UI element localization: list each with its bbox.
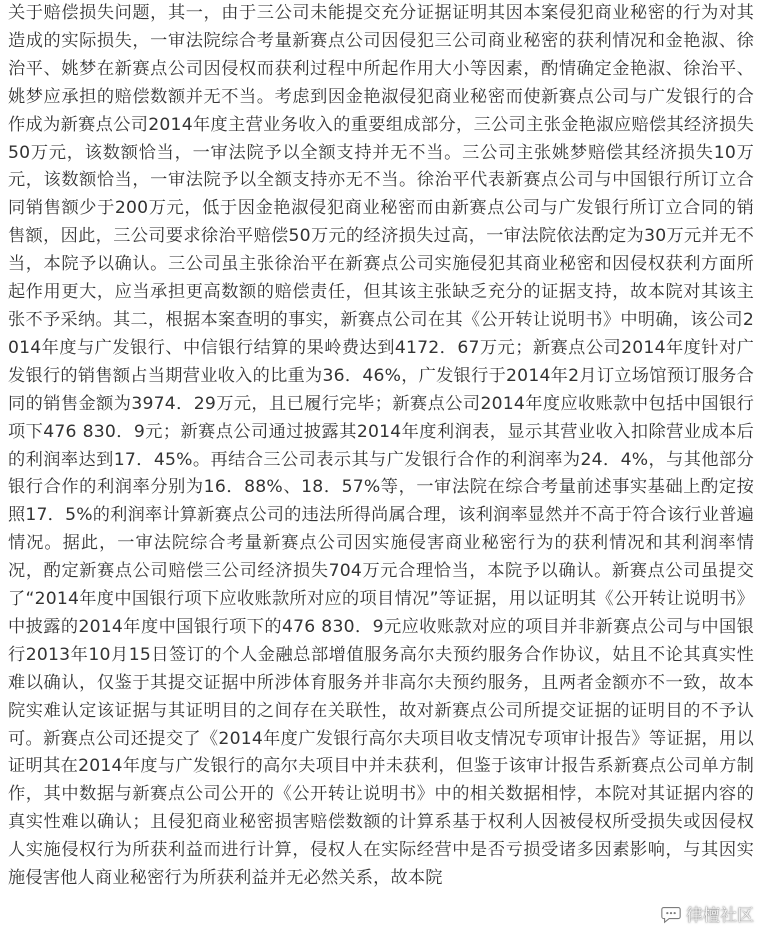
judgment-paragraph: 关于赔偿损失问题，其一，由于三公司未能提交充分证据证明其因本案侵犯商业秘密的行为对其造成的实际损失，一审法院综合考量新赛点公司因侵犯三公司商业秘密的获利情况和金艳淑、徐治平、姚梦在新赛点公司因侵权而获利过程中所起作用大小等因素，酌情确定金艳淑、徐治平、姚梦应承担的赔偿数额并无不当。考虑到因金艳淑侵犯商业秘密而使新赛点公司与广发银行的合作成为新赛点公司2014年度主营业务收入的重要组成部分，三公司主张金艳淑应赔偿其经济损失50万元，该数额恰当，一审法院予以全额支持并无不当。三公司主张姚梦赔偿其经济损失10万元，该数额恰当，一审法院予以全额支持亦无不当。徐治平代表新赛点公司与中国银行所订立合同销售额少于200万元，低于因金艳淑侵犯商业秘密而由新赛点公司与广发银行所订立合同的销售额，因此，三公司要求徐治平赔偿50万元的经济损失过高，一审法院依法酌定为30万元并无不当，本院予以确认。三公司虽主张徐治平在新赛点公司实施侵犯其商业秘密和因侵权获利方面所起作用更大，应当承担更高数额的赔偿责任，但其该主张缺乏充分的证据支持，故本院对其该主张不予采纳。其二，根据本案查明的事实，新赛点公司在其《公开转让说明书》中明确，该公司2014年度与广发银行、中信银行结算的果岭费达到4172．67万元；新赛点公司2014年度针对广发银行的销售额占当期营业收入的比重为36．46%，广发银行于2014年2月订立场馆预订服务合同的销售金额为3974．29万元，且已履行完毕；新赛点公司2014年度应收账款中包括中国银行项下476 830．9元；新赛点公司通过披露其2014年度利润表，显示其营业收入扣除营业成本后的利润率达到17．45%。再结合三公司表示其与广发银行合作的利润率为24．4%，与其他部分银行合作的利润率分别为16．88%、18．57%等，一审法院在综合考量前述事实基础上酌定按照17．5%的利润率计算新赛点公司的违法所得尚属合理，该利润率显然并不高于符合该行业普遍情况。据此，一审法院综合考量新赛点公司因实施侵害商业秘密行为的获利情况和其利润率情况，酌定新赛点公司赔偿三公司经济损失704万元合理恰当，本院予以确认。新赛点公司虽提交了“2014年度中国银行项下应收账款所对应的项目情况”等证据，用以证明其《公开转让说明书》中披露的2014年度中国银行项下的476 830．9元应收账款对应的项目并非新赛点公司与中国银行2013年10月15日签订的个人金融总部增值服务高尔夫预约服务合作协议，姑且不论其真实性难以确认，仅鉴于其提交证据中所涉体育服务并非高尔夫预约服务，且两者金额亦不一致，故本院实难认定该证据与其证明目的之间存在关联性，故对新赛点公司所提交证据的证明目的不予认可。新赛点公司还提交了《2014年度广发银行高尔夫项目收支情况专项审计报告》等证据，用以证明其在2014年度与广发银行的高尔夫项目中并未获利，但鉴于该审计报告系新赛点公司单方制作，其中数据与新赛点公司公开的《公开转让说明书》中的相关数据相悖，本院对其证据内容的真实性难以确认；且侵犯商业秘密损害赔偿数额的计算系基于权利人因被侵权所受损失或因侵权人实施侵权行为所获利益而进行计算，侵权人在实际经营中是否亏损受诸多因素影响，与其因实施侵害他人商业秘密行为所获利益并无必然关系，故本院 — [8, 3, 754, 889]
watermark-text: 律檀社区 — [686, 906, 754, 926]
chat-bubble-icon — [660, 903, 682, 925]
watermark — [660, 901, 754, 926]
